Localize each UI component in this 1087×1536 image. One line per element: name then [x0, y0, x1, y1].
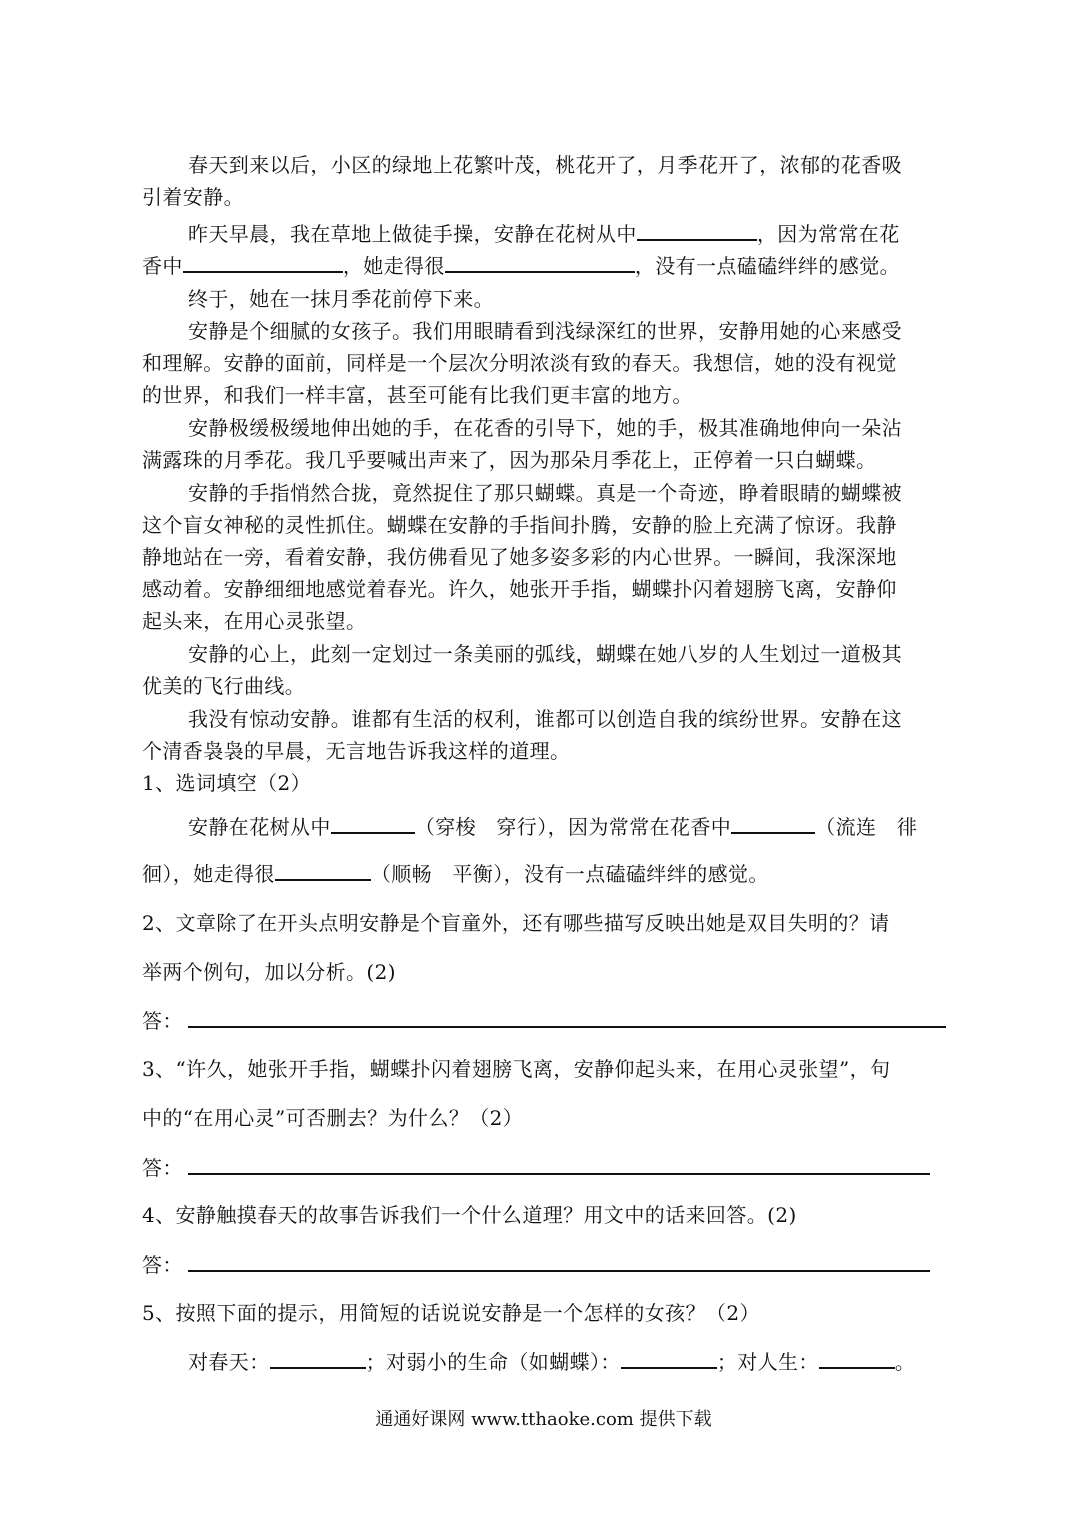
passage-line: 安静是个细腻的女孩子。我们用眼睛看到浅绿深红的世界，安静用她的心来感受 [188, 319, 902, 343]
passage-line: 终于，她在一抹月季花前停下来。 [188, 287, 494, 311]
passage-line: 安静极缓极缓地伸出她的手，在花香的引导下，她的手，极其准确地伸向一朵沾 [188, 416, 902, 440]
question-line: 5、按照下面的提示，用简短的话说说安静是一个怎样的女孩？（2） [142, 1301, 760, 1325]
question-text: ；对弱小的生命（如蝴蝶）： [365, 1350, 621, 1374]
fill-blank[interactable] [275, 859, 371, 881]
question-line: 2、文章除了在开头点明安静是个盲童外，还有哪些描写反映出她是双目失明的？请 [142, 911, 890, 935]
passage-line [142, 251, 948, 281]
answer-line[interactable] [188, 1026, 946, 1028]
question-text: 安静在花树从中 [188, 815, 331, 839]
passage-text: 香中 [142, 254, 183, 278]
question-line [188, 1347, 948, 1377]
question-text: 徊），她走得很 [142, 862, 275, 886]
passage-line: 感动着。安静细细地感觉着春光。许久，她张开手指，蝴蝶扑闪着翅膀飞离，安静仰 [142, 577, 897, 601]
question-text: （顺畅 平衡），没有一点磕磕绊绊的感觉。 [370, 862, 769, 886]
passage-line: 起头来，在用心灵张望。 [142, 609, 367, 633]
fill-blank[interactable] [637, 219, 757, 241]
passage-line: 这个盲女神秘的灵性抓住。蝴蝶在安静的手指间扑腾，安静的脸上充满了惊讶。我静 [142, 513, 897, 537]
question-line [142, 859, 948, 889]
question-text: 。 [894, 1350, 916, 1374]
fill-blank[interactable] [331, 812, 415, 834]
passage-line: 春天到来以后，小区的绿地上花繁叶茂，桃花开了，月季花开了，浓郁的花香吸 [188, 153, 902, 177]
question-text: 对春天： [188, 1350, 270, 1374]
question-line: 4、安静触摸春天的故事告诉我们一个什么道理？用文中的话来回答。(2) [142, 1203, 797, 1227]
passage-line: 我没有惊动安静。谁都有生活的权利，谁都可以创造自我的缤纷世界。安静在这 [188, 707, 902, 731]
page-footer: 通通好课网 www.tthaoke.com 提供下载 [375, 1409, 712, 1430]
passage-line: 优美的飞行曲线。 [142, 674, 306, 698]
passage-line: 引着安静。 [142, 185, 244, 209]
answer-line[interactable] [188, 1270, 930, 1272]
fill-blank[interactable] [731, 812, 815, 834]
question-text: （流连 徘 [815, 815, 918, 839]
answer-line[interactable] [188, 1173, 930, 1175]
question-line: 中的“在用心灵”可否删去？为什么？（2） [142, 1106, 524, 1130]
passage-line: 安静的手指悄然合拢，竟然捉住了那只蝴蝶。真是一个奇迹，睁着眼睛的蝴蝶被 [188, 481, 902, 505]
passage-text: ，因为常常在花 [756, 222, 900, 246]
passage-text: ，她走得很 [342, 254, 445, 278]
fill-blank[interactable] [183, 251, 343, 273]
passage-line: 安静的心上，此刻一定划过一条美丽的弧线，蝴蝶在她八岁的人生划过一道极其 [188, 642, 902, 666]
fill-blank[interactable] [621, 1347, 717, 1369]
question-text: （穿梭 穿行），因为常常在花香中 [414, 815, 732, 839]
passage-line: 的世界，和我们一样丰富，甚至可能有比我们更丰富的地方。 [142, 383, 693, 407]
passage-text: 昨天早晨，我在草地上做徒手操，安静在花树从中 [188, 222, 637, 246]
passage-line [188, 219, 948, 249]
question-line: 3、“许久，她张开手指，蝴蝶扑闪着翅膀飞离，安静仰起头来，在用心灵张望”，句 [142, 1057, 891, 1081]
passage-line: 静地站在一旁，看着安静，我仿佛看见了她多姿多彩的内心世界。一瞬间，我深深地 [142, 545, 897, 569]
fill-blank[interactable] [270, 1347, 366, 1369]
question-line: 举两个例句，加以分析。(2) [142, 960, 396, 984]
answer-label: 答： [142, 1009, 183, 1033]
passage-line: 满露珠的月季花。我几乎要喊出声来了，因为那朵月季花上，正停着一只白蝴蝶。 [142, 448, 877, 472]
fill-blank[interactable] [819, 1347, 895, 1369]
passage-line: 和理解。安静的面前，同样是一个层次分明浓淡有致的春天。我想信，她的没有视觉 [142, 351, 897, 375]
passage-text: ，没有一点磕磕绊绊的感觉。 [634, 254, 901, 278]
question-line [188, 812, 948, 842]
answer-label: 答： [142, 1156, 183, 1180]
question-title: 1、选词填空（2） [142, 771, 312, 795]
answer-label: 答： [142, 1253, 183, 1277]
fill-blank[interactable] [445, 251, 635, 273]
passage-line: 个清香袅袅的早晨，无言地告诉我这样的道理。 [142, 739, 571, 763]
question-text: ；对人生： [716, 1350, 819, 1374]
